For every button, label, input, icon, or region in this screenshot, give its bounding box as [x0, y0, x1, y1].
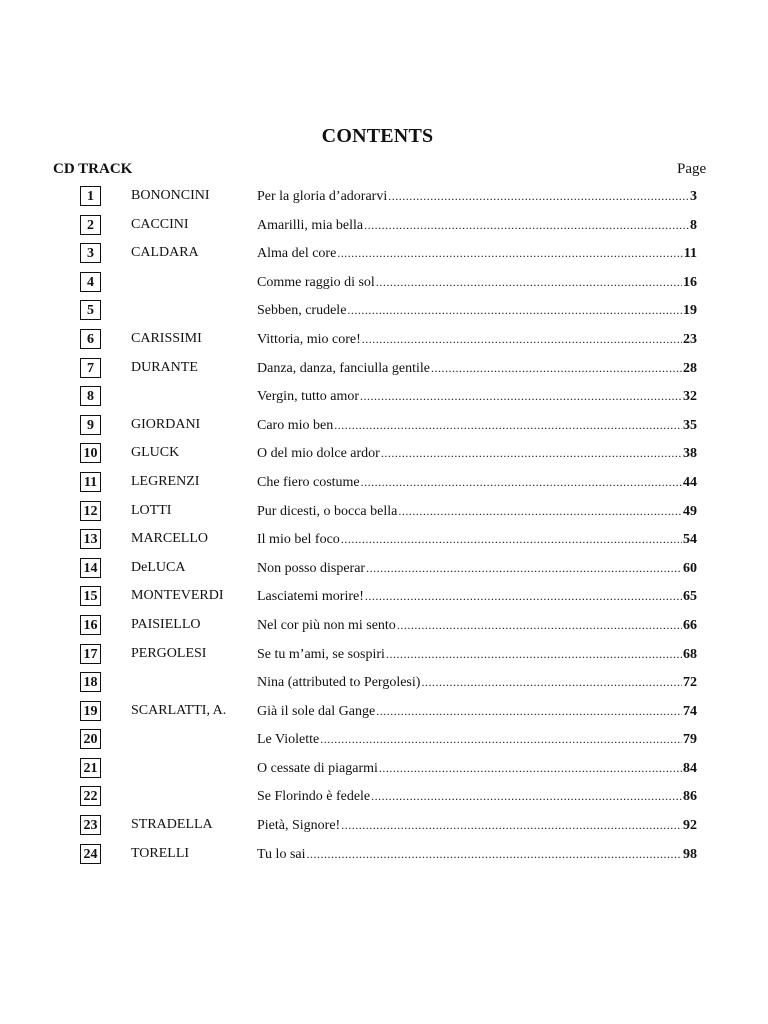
page-title: CONTENTS — [321, 125, 434, 147]
dot-leader — [320, 731, 682, 747]
track-number: 24 — [80, 844, 101, 864]
page-number: 11 — [683, 246, 697, 262]
dot-leader — [397, 617, 682, 633]
composer-name: TORELLI — [131, 845, 190, 861]
entry-line — [257, 274, 697, 291]
track-number: 1 — [80, 186, 101, 206]
entry-line — [257, 474, 697, 491]
track-number: 15 — [80, 586, 101, 606]
entry-line — [257, 760, 697, 777]
table-row — [0, 844, 768, 873]
song-title: Le Violette — [257, 732, 320, 748]
page-header: Page — [677, 161, 707, 177]
track-number: 16 — [80, 615, 101, 635]
table-row — [0, 329, 768, 358]
song-title: Lasciatemi morire! — [257, 589, 364, 605]
page-number: 8 — [690, 217, 697, 233]
table-row — [0, 386, 768, 415]
entry-line — [257, 188, 697, 205]
dot-leader — [379, 760, 682, 776]
composer-name: MARCELLO — [131, 531, 208, 547]
composer-name: LOTTI — [131, 502, 172, 518]
table-row — [0, 300, 768, 329]
entry-line — [257, 646, 697, 663]
entry-line — [257, 731, 697, 748]
table-row — [0, 243, 768, 272]
page-number: 32 — [683, 389, 697, 405]
table-row — [0, 729, 768, 758]
track-number: 23 — [80, 815, 101, 835]
track-number: 5 — [80, 300, 101, 320]
entry-line — [257, 245, 697, 262]
track-number: 22 — [80, 786, 101, 806]
dot-leader — [376, 274, 682, 290]
composer-name: PERGOLESI — [131, 645, 207, 661]
dot-leader — [365, 588, 682, 604]
composer-name: BONONCINI — [131, 188, 210, 203]
track-number: 10 — [80, 443, 101, 463]
page-number: 65 — [683, 589, 697, 605]
song-title: O del mio dolce ardor — [257, 446, 380, 462]
song-title: Pietà, Signore! — [257, 818, 341, 834]
page-number: 66 — [683, 617, 697, 633]
entry-line — [257, 360, 697, 377]
entry-line — [257, 445, 697, 462]
page-number: 98 — [683, 846, 697, 862]
track-number: 14 — [80, 558, 101, 578]
composer-name: DeLUCA — [131, 559, 186, 575]
dot-leader — [307, 846, 682, 862]
song-title: Sebben, crudele — [257, 303, 347, 319]
entry-line — [257, 674, 697, 691]
dot-leader — [341, 817, 682, 833]
table-row — [0, 501, 768, 530]
dot-leader — [376, 703, 682, 719]
track-number: 19 — [80, 701, 101, 721]
page-number: 35 — [683, 417, 697, 433]
track-number: 2 — [80, 215, 101, 235]
entry-line — [257, 588, 697, 605]
song-title: Pur dicesti, o bocca bella — [257, 503, 398, 519]
dot-leader — [361, 474, 682, 490]
entry-line — [257, 531, 697, 548]
song-title: Il mio bel foco — [257, 532, 340, 548]
song-title: Già il sole dal Gange — [257, 703, 376, 719]
page-number: 23 — [683, 331, 697, 347]
song-title: Danza, danza, fanciulla gentile — [257, 360, 430, 376]
table-row — [0, 558, 768, 587]
table-row — [0, 815, 768, 844]
table-row — [0, 415, 768, 444]
dot-leader — [421, 674, 682, 690]
dot-leader — [386, 646, 682, 662]
page-number: 3 — [690, 189, 697, 204]
track-number: 18 — [80, 672, 101, 692]
song-title: Se tu m’ami, se sospiri — [257, 646, 385, 662]
page-number: 92 — [683, 818, 697, 834]
page-number: 19 — [683, 303, 697, 319]
dot-leader — [371, 788, 682, 804]
page-number: 49 — [683, 503, 697, 519]
track-number: 9 — [80, 415, 101, 435]
dot-leader — [347, 302, 682, 318]
song-title: Vergin, tutto amor — [257, 389, 360, 405]
page-number: 86 — [683, 789, 697, 805]
dot-leader — [398, 503, 682, 519]
page-number: 79 — [683, 732, 697, 748]
table-row — [0, 786, 768, 815]
song-title: Se Florindo è fedele — [257, 789, 371, 805]
entry-line — [257, 703, 697, 720]
contents-list — [0, 186, 768, 872]
composer-name: MONTEVERDI — [131, 588, 224, 604]
dot-leader — [431, 360, 682, 376]
track-number: 8 — [80, 386, 101, 406]
entry-line — [257, 503, 697, 520]
table-row — [0, 443, 768, 472]
table-row — [0, 672, 768, 701]
composer-name: CALDARA — [131, 245, 199, 261]
table-row — [0, 758, 768, 787]
song-title: Che fiero costume — [257, 474, 360, 490]
entry-line — [257, 388, 697, 405]
table-row — [0, 272, 768, 301]
cd-track-header: CD TRACK — [53, 161, 133, 177]
track-number: 17 — [80, 644, 101, 664]
entry-line — [257, 417, 697, 434]
song-title: Non posso disperar — [257, 560, 366, 576]
song-title: Tu lo sai — [257, 846, 306, 862]
composer-name: PAISIELLO — [131, 616, 201, 632]
track-number: 12 — [80, 501, 101, 521]
track-number: 20 — [80, 729, 101, 749]
composer-name: LEGRENZI — [131, 473, 200, 489]
song-title: Per la gloria d’adorarvi — [257, 189, 388, 204]
track-number: 7 — [80, 358, 101, 378]
composer-name: CARISSIMI — [131, 330, 202, 346]
table-row — [0, 472, 768, 501]
dot-leader — [337, 245, 682, 261]
composer-name: DURANTE — [131, 359, 198, 375]
dot-leader — [364, 217, 689, 233]
song-title: Comme raggio di sol — [257, 274, 375, 290]
table-row — [0, 586, 768, 615]
table-row — [0, 186, 768, 215]
dot-leader — [388, 188, 689, 204]
composer-name: GIORDANI — [131, 416, 201, 432]
page-number: 84 — [683, 760, 697, 776]
dot-leader — [362, 331, 682, 347]
table-row — [0, 529, 768, 558]
dot-leader — [334, 417, 682, 433]
table-row — [0, 215, 768, 244]
track-number: 3 — [80, 243, 101, 263]
track-number: 6 — [80, 329, 101, 349]
song-title: O cessate di piagarmi — [257, 760, 378, 776]
entry-line — [257, 331, 697, 348]
dot-leader — [341, 531, 682, 547]
song-title: Nina (attributed to Pergolesi) — [257, 675, 421, 691]
track-number: 11 — [80, 472, 101, 492]
composer-name: STRADELLA — [131, 817, 213, 833]
page-number: 60 — [683, 560, 697, 576]
entry-line — [257, 846, 697, 863]
song-title: Nel cor più non mi sento — [257, 617, 396, 633]
song-title: Vittoria, mio core! — [257, 331, 361, 347]
page-number: 16 — [683, 274, 697, 290]
table-row — [0, 644, 768, 673]
entry-line — [257, 560, 697, 577]
track-number: 13 — [80, 529, 101, 549]
song-title: Amarilli, mia bella — [257, 217, 364, 233]
table-row — [0, 701, 768, 730]
page-number: 28 — [683, 360, 697, 376]
page-number: 38 — [683, 446, 697, 462]
page-number: 74 — [683, 703, 697, 719]
composer-name: CACCINI — [131, 216, 189, 232]
page-number: 44 — [683, 474, 697, 490]
entry-line — [257, 217, 697, 234]
table-row — [0, 615, 768, 644]
dot-leader — [366, 560, 682, 576]
page-number: 72 — [683, 675, 697, 691]
entry-line — [257, 302, 697, 319]
table-row — [0, 358, 768, 387]
composer-name: GLUCK — [131, 445, 180, 461]
song-title: Alma del core — [257, 246, 337, 262]
entry-line — [257, 617, 697, 634]
entry-line — [257, 817, 697, 834]
song-title: Caro mio ben — [257, 417, 334, 433]
page-number: 54 — [683, 532, 697, 548]
track-number: 21 — [80, 758, 101, 778]
dot-leader — [360, 388, 682, 404]
page-number: 68 — [683, 646, 697, 662]
dot-leader — [381, 445, 682, 461]
track-number: 4 — [80, 272, 101, 292]
entry-line — [257, 788, 697, 805]
composer-name: SCARLATTI, A. — [131, 702, 227, 718]
